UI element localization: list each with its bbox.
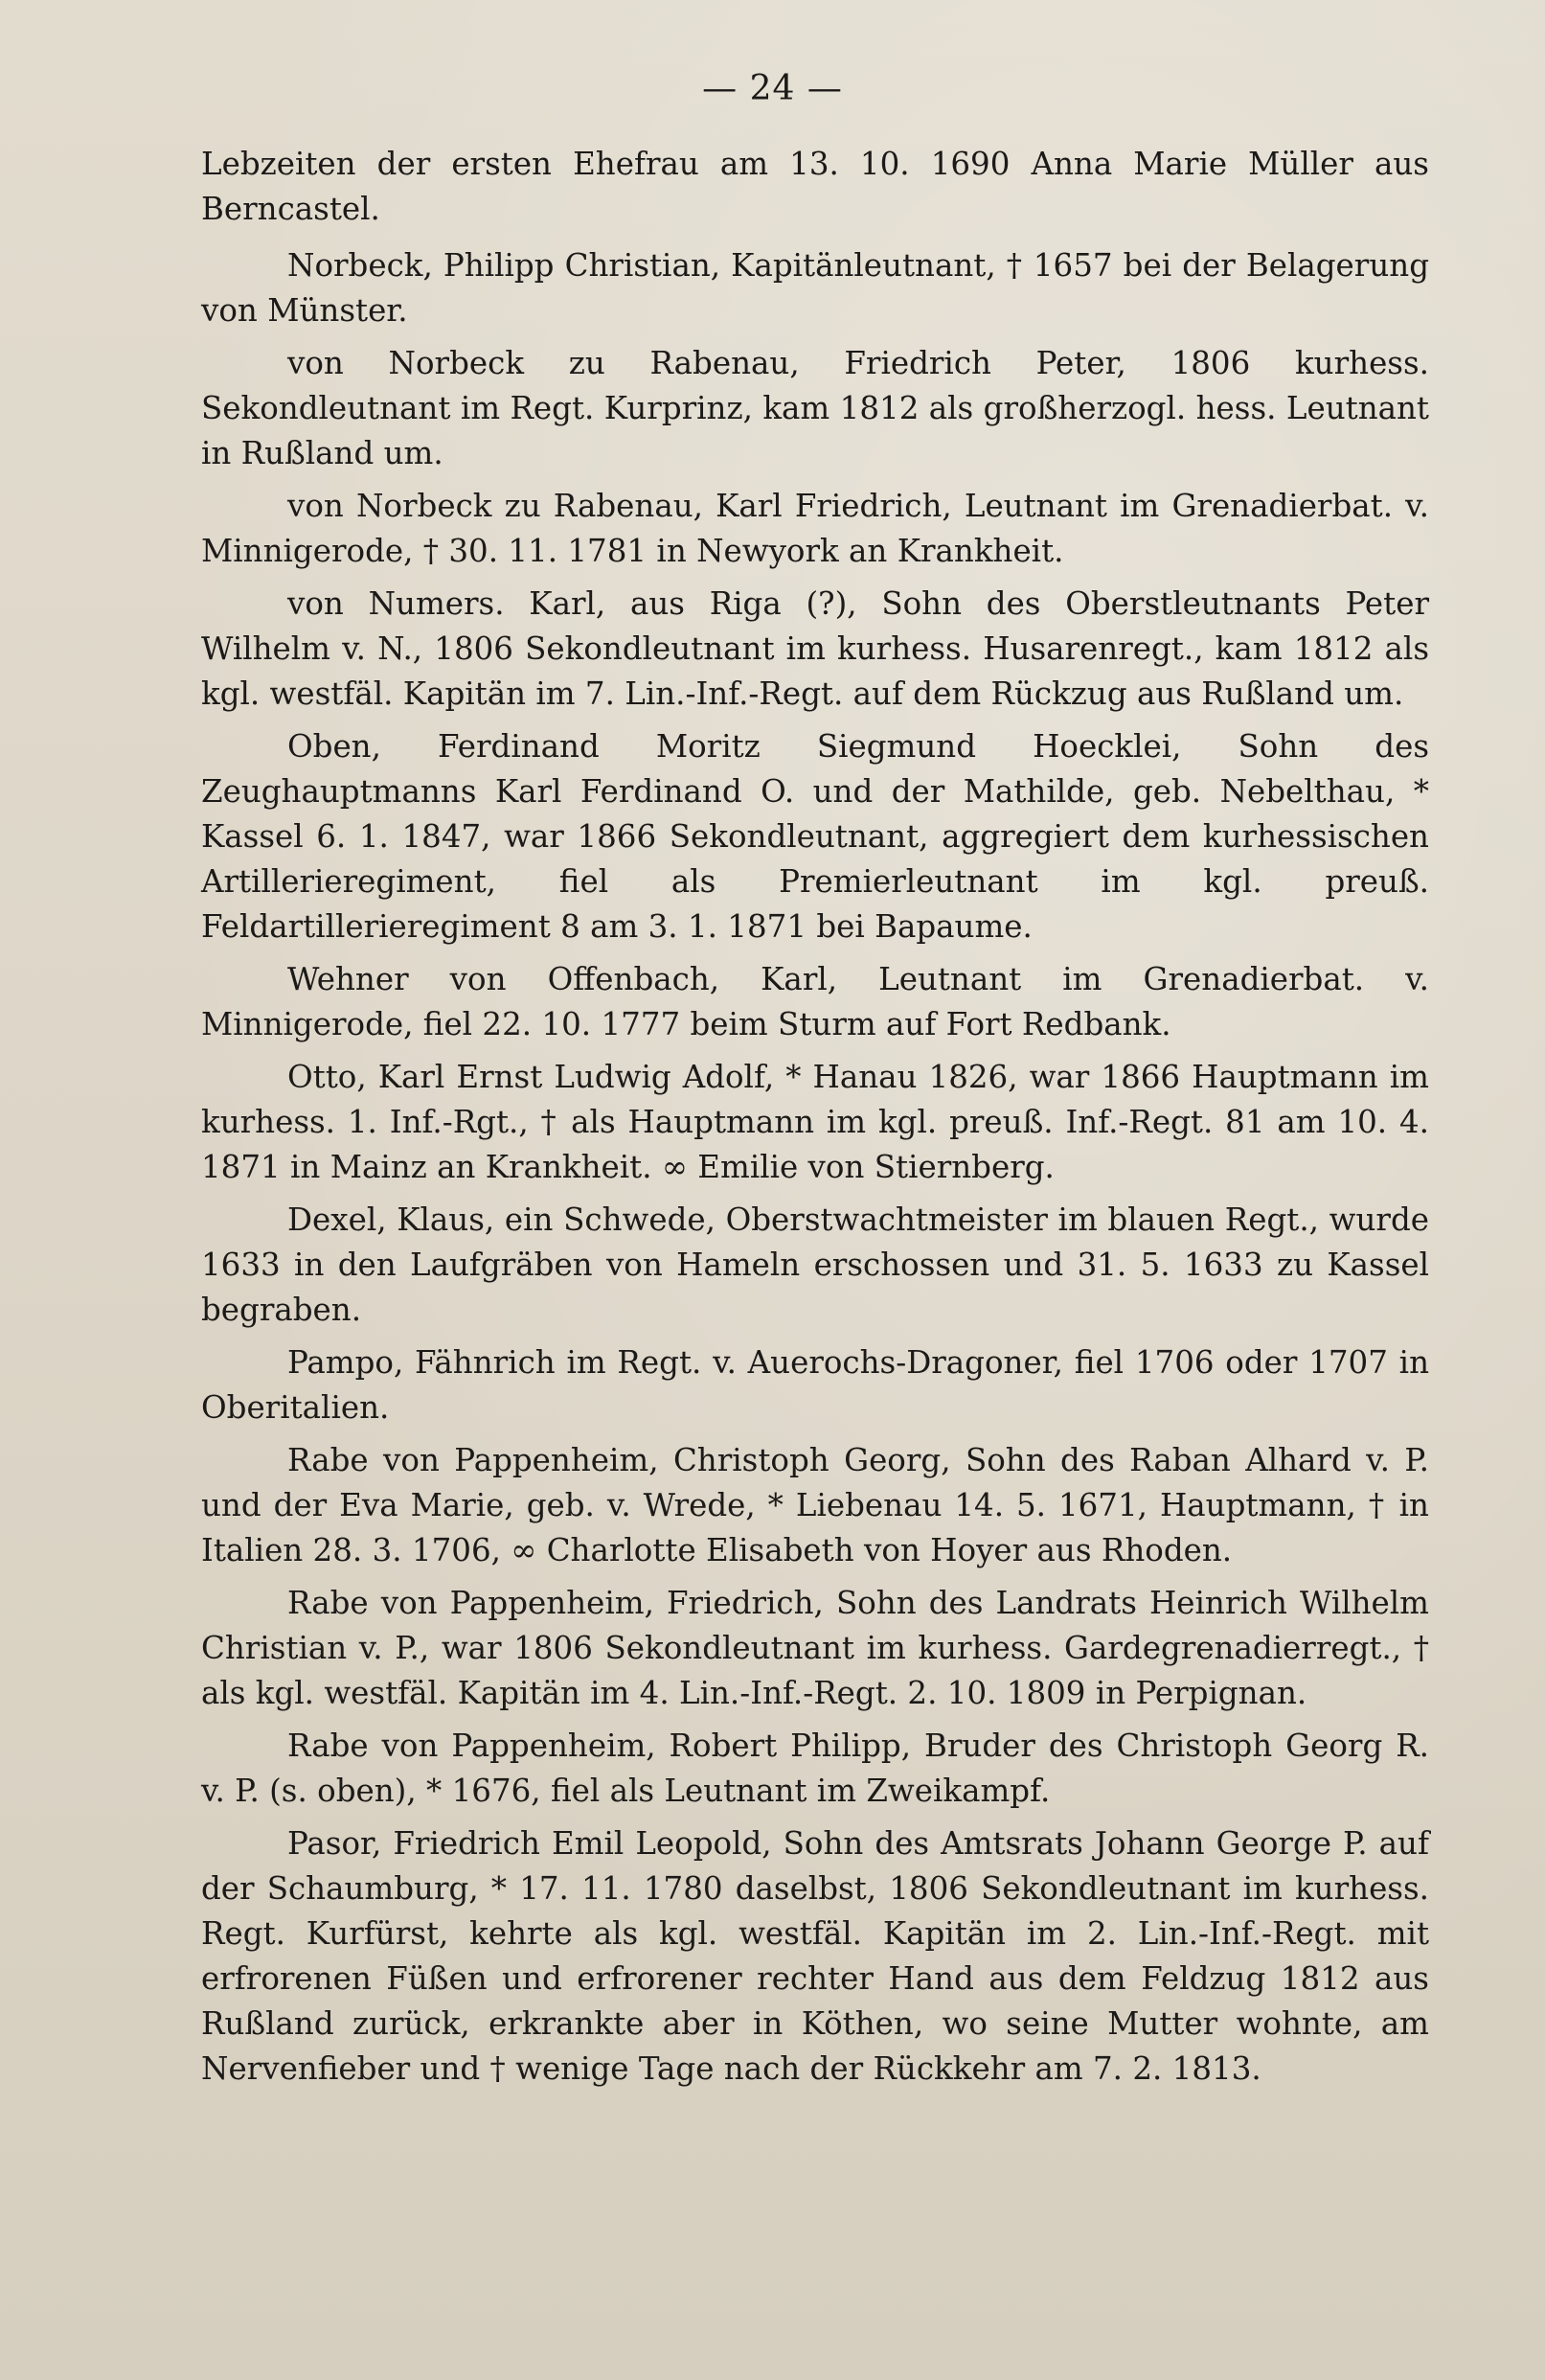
entry-norbeck: Norbeck, Philipp Christian, Kapitänleutnant, † 1657 bei der Belagerung von Münster. xyxy=(201,247,1429,329)
entry-norbeck-rabenau-friedrich: von Norbeck zu Rabenau, Friedrich Peter, 1806 kurhess. Sekondleutnant im Regt. Kurprinz, kam 1812 als großherzogl. hess. Leutnant in Rußland um. xyxy=(201,345,1429,471)
entry-rabe-friedrich: Rabe von Pappenheim, Friedrich, Sohn des Landrats Heinrich Wilhelm Christian v. P., war 1806 Sekondleutnant im kurhess. Gardegrenadierregt., † als kgl. westfäl. Kapitän im 4. Lin.-Inf.-Regt. 2. 10. 1809 in Perpignan. xyxy=(201,1585,1429,1711)
text-body xyxy=(201,142,1429,2099)
entry-continuation: Lebzeiten der ersten Ehefrau am 13. 10. 1690 Anna Marie Müller aus Berncastel. xyxy=(201,146,1429,227)
entry-norbeck-rabenau-karl: von Norbeck zu Rabenau, Karl Friedrich, Leutnant im Grenadierbat. v. Minnigerode, † 30. 11. 1781 in Newyork an Krankheit. xyxy=(201,488,1429,569)
entry-rabe-robert: Rabe von Pappenheim, Robert Philipp, Bruder des Christoph Georg R. v. P. (s. oben), * 1676, fiel als Leutnant im Zweikampf. xyxy=(201,1728,1429,1809)
entry-pampo: Pampo, Fähnrich im Regt. v. Auerochs-Dragoner, fiel 1706 oder 1707 in Oberitalien. xyxy=(201,1344,1429,1426)
entry-oben: Oben, Ferdinand Moritz Siegmund Hoecklei, Sohn des Zeughauptmanns Karl Ferdinand O. und der Mathilde, geb. Nebelthau, * Kassel 6. 1. 1847, war 1866 Sekondleutnant, aggregiert dem kurhessischen Artillerieregiment, fiel als Premierleutnant im kgl. preuß. Feldartillerieregiment 8 am 3. 1. 1871 bei Bapaume. xyxy=(201,728,1429,945)
entry-numers: von Numers. Karl, aus Riga (?), Sohn des Oberstleutnants Peter Wilhelm v. N., 1806 Sekondleutnant im kurhess. Husarenregt., kam 1812 als kgl. westfäl. Kapitän im 7. Lin.-Inf.-Regt. auf dem Rückzug aus Rußland um. xyxy=(201,585,1429,712)
entry-otto: Otto, Karl Ernst Ludwig Adolf, * Hanau 1826, war 1866 Hauptmann im kurhess. 1. Inf.-Rgt., † als Hauptmann im kgl. preuß. Inf.-Regt. 81 am 10. 4. 1871 in Mainz an Krankheit. ∞ Emilie von Stiernberg. xyxy=(201,1059,1429,1185)
entry-wehner-offenbach: Wehner von Offenbach, Karl, Leutnant im Grenadierbat. v. Minnigerode, fiel 22. 10. 1777 beim Sturm auf Fort Redbank. xyxy=(201,961,1429,1042)
page-number: — 24 — xyxy=(702,69,843,108)
entry-pasor: Pasor, Friedrich Emil Leopold, Sohn des Amtsrats Johann George P. auf der Schaumburg, * 17. 11. 1780 daselbst, 1806 Sekondleutnant im kurhess. Regt. Kurfürst, kehrte als kgl. westfäl. Kapitän im 2. Lin.-Inf.-Regt. mit erfrorenen Füßen und erfrorener rechter Hand aus dem Feldzug 1812 aus Rußland zurück, erkrankte aber in Köthen, wo seine Mutter wohnte, am Nervenfieber und † wenige Tage nach der Rückkehr am 7. 2. 1813. xyxy=(201,1825,1429,2087)
entry-rabe-christoph: Rabe von Pappenheim, Christoph Georg, Sohn des Raban Alhard v. P. und der Eva Marie, geb. v. Wrede, * Liebenau 14. 5. 1671, Hauptmann, † in Italien 28. 3. 1706, ∞ Charlotte Elisabeth von Hoyer aus Rhoden. xyxy=(201,1442,1429,1568)
entry-dexel: Dexel, Klaus, ein Schwede, Oberstwachtmeister im blauen Regt., wurde 1633 in den Laufgräben von Hameln erschossen und 31. 5. 1633 zu Kassel begraben. xyxy=(201,1201,1429,1328)
